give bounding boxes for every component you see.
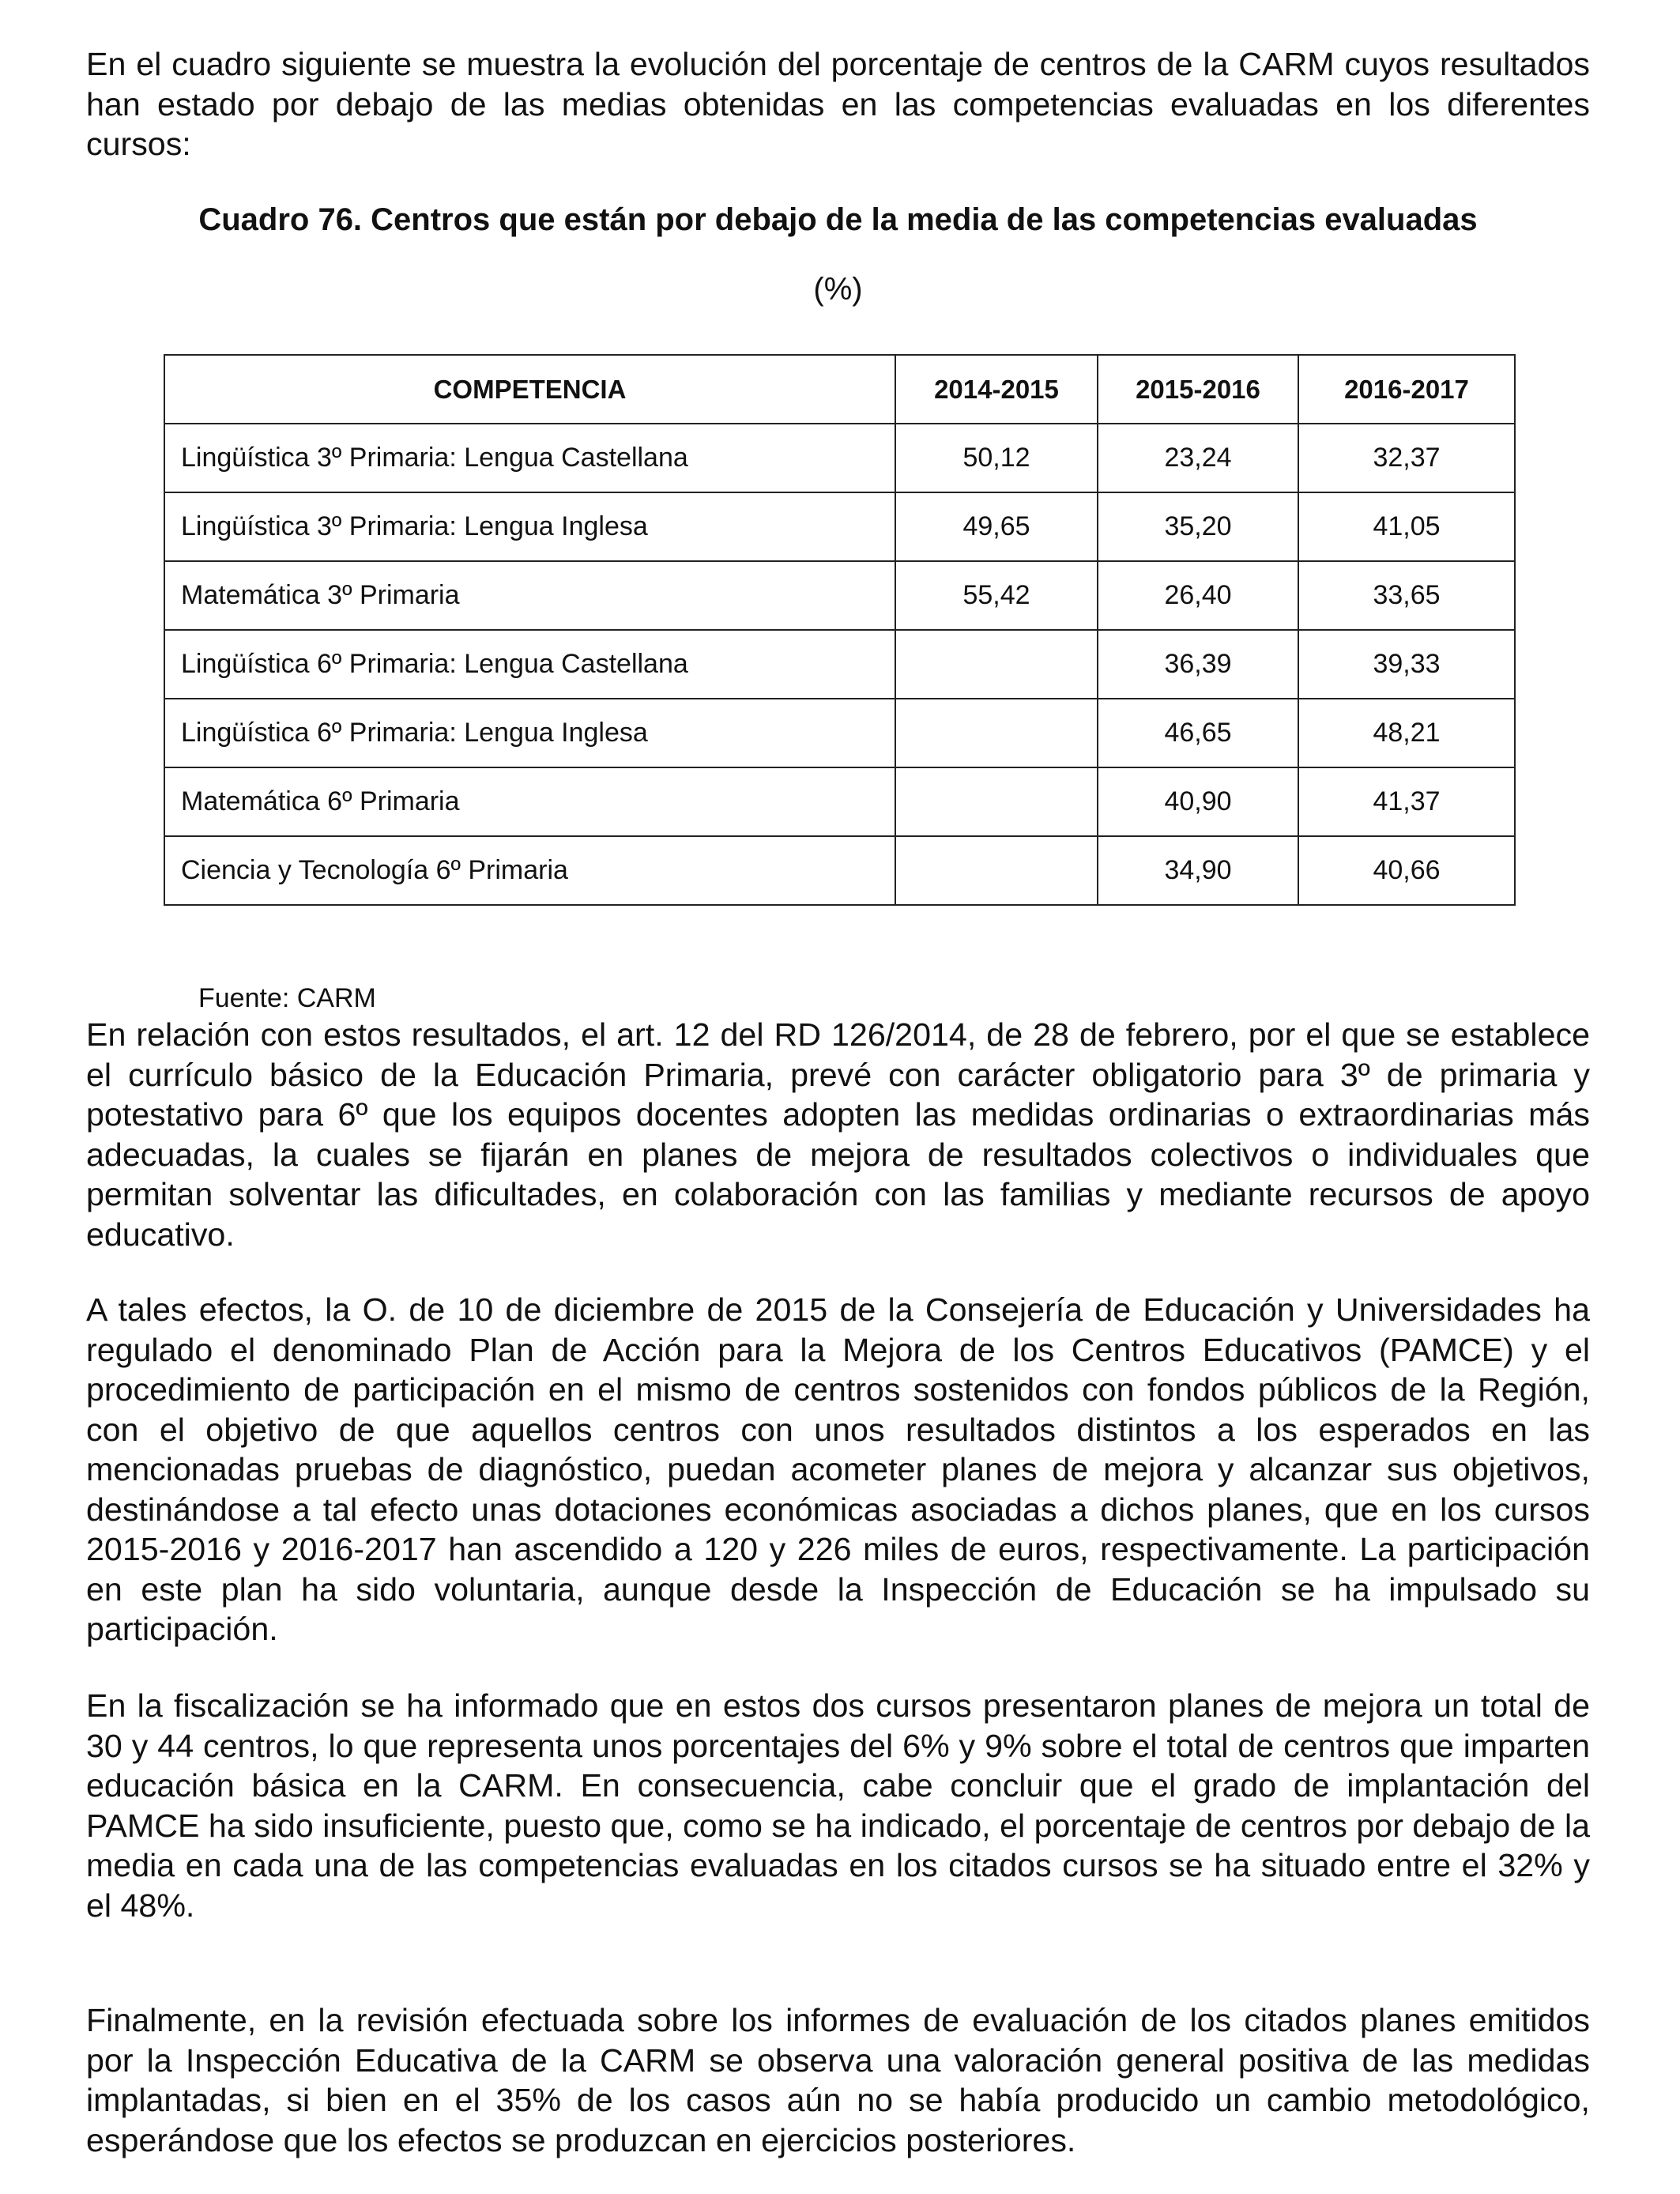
cell-2014-2015: 49,65 — [895, 492, 1098, 561]
table-title: Cuadro 76. Centros que están por debajo de la media de las competencias evaluadas — [198, 202, 1478, 237]
table-row — [164, 836, 1515, 905]
column-header-2015-2016: 2015-2016 — [1098, 355, 1298, 424]
competencias-table — [164, 354, 1516, 906]
cell-2015-2016: 26,40 — [1098, 561, 1298, 630]
column-header-competencia: COMPETENCIA — [164, 355, 895, 424]
cell-2015-2016: 35,20 — [1098, 492, 1298, 561]
cell-2015-2016: 40,90 — [1098, 767, 1298, 836]
cell-2016-2017: 40,66 — [1298, 836, 1515, 905]
row-label: Lingüística 3º Primaria: Lengua Inglesa — [164, 492, 895, 561]
row-label: Lingüística 3º Primaria: Lengua Castellana — [164, 424, 895, 492]
table-header-row — [164, 355, 1515, 424]
column-header-2016-2017: 2016-2017 — [1298, 355, 1515, 424]
table-row — [164, 561, 1515, 630]
cell-2014-2015: 55,42 — [895, 561, 1098, 630]
cell-2015-2016: 23,24 — [1098, 424, 1298, 492]
column-header-2014-2015: 2014-2015 — [895, 355, 1098, 424]
table-row — [164, 767, 1515, 836]
cell-2016-2017: 41,05 — [1298, 492, 1515, 561]
table-source-note: Fuente: CARM — [198, 983, 376, 1013]
cell-2015-2016: 46,65 — [1098, 699, 1298, 767]
cell-2016-2017: 39,33 — [1298, 630, 1515, 699]
cell-2016-2017: 41,37 — [1298, 767, 1515, 836]
intro-paragraph: En el cuadro siguiente se muestra la evolución del porcentaje de centros de la CARM cuyos resultados han estado por debajo de las medias obtenidas en las competencias evaluadas en los diferentes cursos: — [86, 46, 1590, 162]
table-unit: (%) — [813, 272, 863, 307]
cell-2015-2016: 36,39 — [1098, 630, 1298, 699]
row-label: Lingüística 6º Primaria: Lengua Castellana — [164, 630, 895, 699]
row-label: Matemática 3º Primaria — [164, 561, 895, 630]
cell-2014-2015 — [895, 836, 1098, 905]
row-label: Ciencia y Tecnología 6º Primaria — [164, 836, 895, 905]
cell-2016-2017: 32,37 — [1298, 424, 1515, 492]
cell-2014-2015: 50,12 — [895, 424, 1098, 492]
row-label: Lingüística 6º Primaria: Lengua Inglesa — [164, 699, 895, 767]
table-row — [164, 424, 1515, 492]
cell-2014-2015 — [895, 630, 1098, 699]
table-row — [164, 699, 1515, 767]
table-row — [164, 630, 1515, 699]
paragraph-fiscalizacion: En la fiscalización se ha informado que en estos dos cursos presentaron planes de mejora un total de 30 y 44 centros, lo que representa unos porcentajes del 6% y 9% sobre el total de centros que imparten educación básica en la CARM. En consecuencia, cabe concluir que el grado de implantación del PAMCE ha sido insuficiente, puesto que, como se ha indicado, el porcentaje de centros por debajo de la media en cada una de las competencias evaluadas en los citados cursos se ha situado entre el 32% y el 48%. — [86, 1687, 1590, 1924]
paragraph-relacion: En relación con estos resultados, el art. 12 del RD 126/2014, de 28 de febrero, por el que se establece el currículo básico de la Educación Primaria, prevé con carácter obligatorio para 3º de primaria y potestativo para 6º que los equipos docentes adopten las medidas ordinarias o extraordinarias más adecuadas, la cuales se fijarán en planes de mejora de resultados colectivos o individuales que permitan solventar las dificultades, en colaboración con las familias y mediante recursos de apoyo educativo. — [86, 1016, 1590, 1253]
cell-2016-2017: 33,65 — [1298, 561, 1515, 630]
cell-2016-2017: 48,21 — [1298, 699, 1515, 767]
cell-2014-2015 — [895, 699, 1098, 767]
row-label: Matemática 6º Primaria — [164, 767, 895, 836]
paragraph-efectos: A tales efectos, la O. de 10 de diciembre de 2015 de la Consejería de Educación y Universidades ha regulado el denominado Plan de Acción para la Mejora de los Centros Educativos (PAMCE) y el procedimiento de participación en el mismo de centros sostenidos con fondos públicos de la Región, con el objetivo de que aquellos centros con unos resultados distintos a los esperados en las mencionadas pruebas de diagnóstico, puedan acometer planes de mejora y alcanzar sus objetivos, destinándose a tal efecto unas dotaciones económicas asociadas a dichos planes, que en los cursos 2015-2016 y 2016-2017 han ascendido a 120 y 226 miles de euros, respectivamente. La participación en este plan ha sido voluntaria, aunque desde la Inspección de Educación se ha impulsado su participación. — [86, 1291, 1590, 1647]
cell-2014-2015 — [895, 767, 1098, 836]
paragraph-final: Finalmente, en la revisión efectuada sobre los informes de evaluación de los citados planes emitidos por la Inspección Educativa de la CARM se observa una valoración general positiva de las medidas implantadas, si bien en el 35% de los casos aún no se había producido un cambio metodológico, esperándose que los efectos se produzcan en ejercicios posteriores. — [86, 2002, 1590, 2158]
cell-2015-2016: 34,90 — [1098, 836, 1298, 905]
table-row — [164, 492, 1515, 561]
